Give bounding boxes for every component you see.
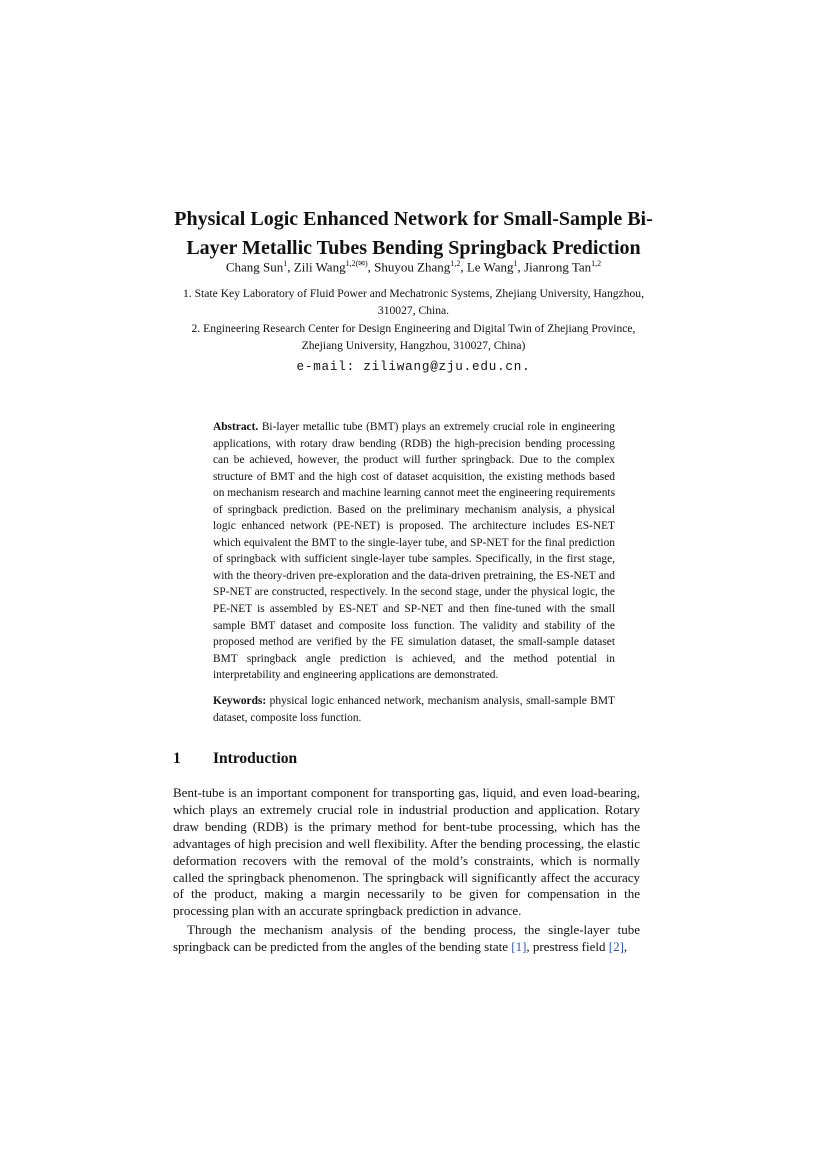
body-text: , prestress field (526, 938, 609, 954)
author-name: Chang Sun (225, 259, 284, 275)
paper-title: Physical Logic Enhanced Network for Small-Sample Bi-Layer Metallic Tubes Bending Springback Prediction (174, 208, 653, 259)
keywords-label: Keywords: (213, 695, 267, 707)
author-name: Zili Wang (293, 259, 346, 275)
keywords-text: physical logic enhanced network, mechanism analysis, small-sample BMT dataset, composite loss function. (213, 695, 615, 724)
author-affiliation-mark: 1,2 (591, 259, 602, 268)
body-paragraph-1: Bent-tube is an important component for transporting gas, liquid, and even load-bearing, which plays an extremely crucial role in industrial production and application. Rotary draw bending (RDB) is the primary method for bent-tube processing, which has the advantages of high precision and well flexibility. After the bending processing, the elastic deformation recovers with the removal of the mold’s constraints, which is normally called the springback phenomenon. The springback will significantly affect the accuracy of the product, making a margin necessarily to be given for compensation in the processing plan with an accurate springback prediction in advance. (173, 785, 640, 919)
section-number: 1 (173, 750, 181, 767)
keywords (213, 693, 615, 726)
body-text: Through the mechanism analysis of the bending process, the single-layer tube springback can be predicted from the angles of the bending state (173, 922, 640, 954)
author-affiliation-mark: 1 (513, 259, 518, 268)
section-title: Introduction (213, 750, 298, 767)
affiliation-1: 1. State Key Laboratory of Fluid Power and Mechatronic Systems, Zhejiang University, Hangzhou, 310027, China. (183, 287, 644, 318)
author-affiliation-mark: 1 (283, 259, 288, 268)
author-name: Shuyou Zhang (374, 259, 451, 275)
citation-link[interactable]: [2] (608, 938, 624, 954)
author-name: Le Wang (466, 259, 514, 275)
abstract-label: Abstract. (213, 421, 259, 433)
author-affiliation-mark: 1,2(✉) (345, 259, 368, 268)
abstract (213, 419, 615, 684)
affiliation-2: 2. Engineering Research Center for Design Engineering and Digital Twin of Zhejiang Province, Zhejiang University, Hangzhou, 310027, China) (191, 321, 636, 353)
section-heading (173, 750, 297, 768)
abstract-text: Bi-layer metallic tube (BMT) plays an extremely crucial role in engineering applications, with rotary draw bending (RDB) the high-precision bending processing can be achieved, however, the product will further springback. Due to the complex structure of BMT and the high cost of dataset acquisition, the existing methods based on mechanism research and machine learning cannot meet the engineering requirements of springback prediction. Based on the preliminary mechanism analysis, a physical logic enhanced network (PE-NET) is proposed. The architecture includes ES-NET which equivalent the BMT to the single-layer tube, and SP-NET for the final prediction of springback with sufficient single-layer tube samples. Specifically, in the first stage, with the theory-driven pre-exploration and the data-driven pretraining, the ES-NET and SP-NET are constructed, respectively. In the second stage, under the physical logic, the PE-NET is assembled by ES-NET and SP-NET and then fine-tuned with the small sample BMT dataset and composite loss function. The validity and stability of the proposed method are verified by the FE simulation dataset, the small-sample dataset BMT springback angle prediction is achieved, and the method potential in interpretability and engineering applications are demonstrated. (213, 421, 615, 682)
contact-email: e-mail: ziliwang@zju.edu.cn. (296, 360, 531, 374)
body-paragraph-2 (173, 922, 640, 956)
author-name: Jianrong Tan (524, 259, 592, 275)
author-list: Chang Sun$^1$, Zili Wang$^{1,2(✉)}$, Shuyou Zhang$^{1,2}$, Le Wang$^1$, Jianrong Tan$^{1,2}$ (225, 259, 602, 275)
affiliations (175, 285, 652, 355)
citation-link[interactable]: [1] (511, 938, 527, 954)
body-text: , (623, 938, 628, 954)
author-affiliation-mark: 1,2 (450, 259, 461, 268)
